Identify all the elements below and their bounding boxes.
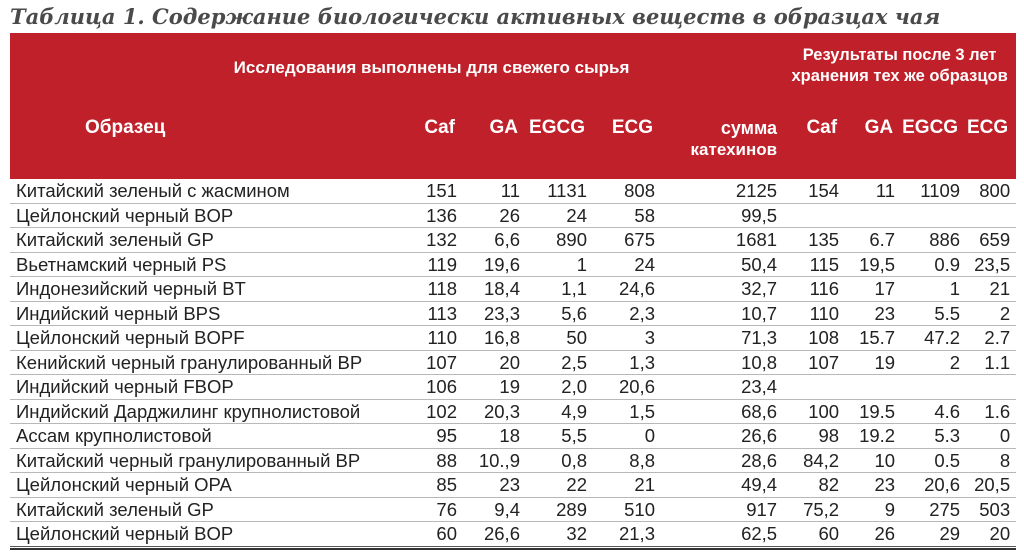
cell-ecg-after	[966, 375, 1016, 400]
cell-ecg-after: 1.1	[966, 350, 1016, 375]
cell-ecg: 3	[593, 326, 661, 351]
cell-caf-after: 108	[783, 326, 845, 351]
cell-sample-name: Индийский Дарджилинг крупнолистовой	[10, 399, 398, 424]
cell-ga-after: 9	[845, 497, 901, 522]
cell-ga: 26,6	[463, 522, 526, 547]
cell-egcg: 890	[526, 228, 593, 253]
cell-ga-after: 26	[845, 522, 901, 547]
cell-egcg: 0,8	[526, 448, 593, 473]
table-row	[10, 301, 1016, 326]
cell-egcg-after: 5.3	[901, 424, 966, 449]
cell-egcg-after: 4.6	[901, 399, 966, 424]
fresh-raw-header: Исследования выполнены для свежего сырья	[10, 33, 783, 109]
cell-catechin-sum: 99,5	[661, 203, 783, 228]
cell-ecg: 21,3	[593, 522, 661, 547]
cell-ecg-after: 21	[966, 277, 1016, 302]
cell-catechin-sum: 2125	[661, 179, 783, 203]
cell-egcg: 32	[526, 522, 593, 547]
table-body	[10, 179, 1016, 546]
cell-caf: 132	[398, 228, 463, 253]
cell-sample-name: Китайский зеленый GP	[10, 228, 398, 253]
header-column-row	[10, 109, 1016, 179]
column-header-ecg: ECG	[593, 109, 661, 179]
cell-sample-name: Ассам крупнолистовой	[10, 424, 398, 449]
cell-egcg: 4,9	[526, 399, 593, 424]
cell-ga-after: 11	[845, 179, 901, 203]
cell-egcg-after: 20,6	[901, 473, 966, 498]
table-row	[10, 252, 1016, 277]
column-header-egcg: EGCG	[526, 109, 593, 179]
cell-ga: 23	[463, 473, 526, 498]
after-storage-header-line2: хранения тех же образцов	[791, 67, 1008, 85]
cell-catechin-sum: 1681	[661, 228, 783, 253]
cell-ecg: 808	[593, 179, 661, 203]
cell-catechin-sum: 50,4	[661, 252, 783, 277]
cell-egcg: 22	[526, 473, 593, 498]
cell-egcg: 24	[526, 203, 593, 228]
column-header-ga-after: GA	[845, 109, 901, 179]
column-header-caf: Caf	[398, 109, 463, 179]
cell-ga: 19	[463, 375, 526, 400]
table-row	[10, 522, 1016, 547]
cell-caf-after: 84,2	[783, 448, 845, 473]
cell-caf-after: 110	[783, 301, 845, 326]
cell-caf-after: 107	[783, 350, 845, 375]
cell-ga: 18	[463, 424, 526, 449]
cell-caf: 60	[398, 522, 463, 547]
cell-sample-name: Цейлонский черный OPA	[10, 473, 398, 498]
cell-ecg: 8,8	[593, 448, 661, 473]
table-row	[10, 203, 1016, 228]
cell-ecg: 1,3	[593, 350, 661, 375]
cell-sample-name: Индийский черный FBOP	[10, 375, 398, 400]
cell-ecg: 58	[593, 203, 661, 228]
cell-egcg-after: 1109	[901, 179, 966, 203]
cell-ga: 20	[463, 350, 526, 375]
cell-caf: 85	[398, 473, 463, 498]
cell-ecg: 675	[593, 228, 661, 253]
table-row	[10, 473, 1016, 498]
cell-ga-after: 6.7	[845, 228, 901, 253]
table-row	[10, 375, 1016, 400]
cell-egcg: 50	[526, 326, 593, 351]
cell-catechin-sum: 49,4	[661, 473, 783, 498]
cell-egcg-after: 47.2	[901, 326, 966, 351]
cell-ecg-after: 2	[966, 301, 1016, 326]
cell-caf: 107	[398, 350, 463, 375]
cell-egcg-after: 0.9	[901, 252, 966, 277]
cell-caf-after	[783, 375, 845, 400]
table-row	[10, 399, 1016, 424]
cell-sample-name: Индийский черный BPS	[10, 301, 398, 326]
cell-egcg-after: 275	[901, 497, 966, 522]
cell-ga: 6,6	[463, 228, 526, 253]
cell-ga: 18,4	[463, 277, 526, 302]
table-row	[10, 277, 1016, 302]
cell-ecg-after	[966, 203, 1016, 228]
cell-ecg-after: 1.6	[966, 399, 1016, 424]
cell-catechin-sum: 23,4	[661, 375, 783, 400]
cell-sample-name: Цейлонский черный BOPF	[10, 326, 398, 351]
cell-ga-after: 19.5	[845, 399, 901, 424]
cell-ga: 19,6	[463, 252, 526, 277]
cell-caf: 88	[398, 448, 463, 473]
cell-egcg: 2,0	[526, 375, 593, 400]
cell-ecg: 1,5	[593, 399, 661, 424]
cell-ga-after: 19,5	[845, 252, 901, 277]
cell-egcg: 5,6	[526, 301, 593, 326]
table-row	[10, 179, 1016, 203]
after-storage-header-line1: Результаты после 3 лет	[802, 46, 997, 64]
cell-ga-after: 19.2	[845, 424, 901, 449]
cell-ecg-after: 20	[966, 522, 1016, 547]
cell-ga-after: 23	[845, 301, 901, 326]
cell-caf-after: 135	[783, 228, 845, 253]
cell-ga-after	[845, 375, 901, 400]
cell-caf-after: 154	[783, 179, 845, 203]
cell-ga: 16,8	[463, 326, 526, 351]
cell-caf: 118	[398, 277, 463, 302]
table-row	[10, 424, 1016, 449]
cell-catechin-sum: 10,7	[661, 301, 783, 326]
cell-caf: 119	[398, 252, 463, 277]
cell-sample-name: Индонезийский черный BT	[10, 277, 398, 302]
table-row	[10, 350, 1016, 375]
cell-sample-name: Вьетнамский черный PS	[10, 252, 398, 277]
cell-ga: 10.,9	[463, 448, 526, 473]
cell-egcg-after: 5.5	[901, 301, 966, 326]
cell-catechin-sum: 10,8	[661, 350, 783, 375]
cell-ecg-after: 23,5	[966, 252, 1016, 277]
cell-caf-after: 60	[783, 522, 845, 547]
cell-egcg: 1,1	[526, 277, 593, 302]
cell-catechin-sum: 68,6	[661, 399, 783, 424]
table-row	[10, 497, 1016, 522]
cell-caf-after: 116	[783, 277, 845, 302]
cell-sample-name: Китайский черный гранулированный BP	[10, 448, 398, 473]
cell-egcg-after	[901, 203, 966, 228]
cell-ga: 11	[463, 179, 526, 203]
column-header-egcg-after: EGCG	[901, 109, 966, 179]
column-header-sum-line2: катехинов	[690, 140, 778, 159]
cell-ga: 26	[463, 203, 526, 228]
cell-catechin-sum: 62,5	[661, 522, 783, 547]
cell-ecg-after: 659	[966, 228, 1016, 253]
cell-egcg-after: 886	[901, 228, 966, 253]
cell-egcg-after	[901, 375, 966, 400]
column-header-catechin-sum	[661, 109, 783, 179]
cell-ecg: 24	[593, 252, 661, 277]
cell-catechin-sum: 71,3	[661, 326, 783, 351]
cell-ga: 20,3	[463, 399, 526, 424]
cell-sample-name: Китайский зеленый GP	[10, 497, 398, 522]
cell-caf: 95	[398, 424, 463, 449]
table-row	[10, 228, 1016, 253]
cell-caf-after: 100	[783, 399, 845, 424]
cell-egcg: 1131	[526, 179, 593, 203]
column-header-caf-after: Caf	[783, 109, 845, 179]
cell-ga-after: 10	[845, 448, 901, 473]
cell-ecg-after: 2.7	[966, 326, 1016, 351]
cell-ga-after: 23	[845, 473, 901, 498]
cell-ecg: 21	[593, 473, 661, 498]
table-row	[10, 326, 1016, 351]
cell-egcg: 5,5	[526, 424, 593, 449]
cell-ecg: 510	[593, 497, 661, 522]
cell-sample-name: Цейлонский черный BOP	[10, 522, 398, 547]
cell-caf: 76	[398, 497, 463, 522]
cell-ecg: 24,6	[593, 277, 661, 302]
tea-compounds-table	[10, 33, 1016, 547]
cell-egcg: 1	[526, 252, 593, 277]
cell-ecg-after: 503	[966, 497, 1016, 522]
cell-ecg-after: 800	[966, 179, 1016, 203]
cell-catechin-sum: 28,6	[661, 448, 783, 473]
cell-sample-name: Кенийский черный гранулированный BP	[10, 350, 398, 375]
cell-caf-after: 98	[783, 424, 845, 449]
cell-sample-name: Китайский зеленый с жасмином	[10, 179, 398, 203]
cell-ecg: 0	[593, 424, 661, 449]
cell-ga-after: 15.7	[845, 326, 901, 351]
cell-sample-name: Цейлонский черный BOP	[10, 203, 398, 228]
cell-ecg-after: 8	[966, 448, 1016, 473]
cell-egcg-after: 29	[901, 522, 966, 547]
cell-ecg-after: 0	[966, 424, 1016, 449]
cell-ga-after: 17	[845, 277, 901, 302]
cell-ga-after	[845, 203, 901, 228]
cell-ga: 9,4	[463, 497, 526, 522]
cell-caf: 151	[398, 179, 463, 203]
cell-caf-after: 115	[783, 252, 845, 277]
cell-egcg: 289	[526, 497, 593, 522]
cell-egcg-after: 0.5	[901, 448, 966, 473]
cell-ga: 23,3	[463, 301, 526, 326]
cell-catechin-sum: 26,6	[661, 424, 783, 449]
cell-catechin-sum: 917	[661, 497, 783, 522]
cell-caf: 113	[398, 301, 463, 326]
column-header-sample: Образец	[10, 109, 398, 179]
cell-ecg-after: 20,5	[966, 473, 1016, 498]
cell-caf-after	[783, 203, 845, 228]
after-storage-header	[783, 33, 1016, 109]
cell-caf: 136	[398, 203, 463, 228]
cell-egcg-after: 2	[901, 350, 966, 375]
data-table-container	[10, 33, 1016, 547]
table-caption: Таблица 1. Содержание биологически активных веществ в образцах чая	[10, 4, 941, 29]
table-bottom-rule	[10, 548, 1016, 550]
column-header-ga: GA	[463, 109, 526, 179]
cell-caf: 102	[398, 399, 463, 424]
cell-egcg: 2,5	[526, 350, 593, 375]
cell-caf-after: 82	[783, 473, 845, 498]
table-header	[10, 33, 1016, 179]
column-header-sum-line1: сумма	[720, 118, 778, 138]
column-header-ecg-after: ECG	[966, 109, 1016, 179]
cell-ecg: 2,3	[593, 301, 661, 326]
cell-catechin-sum: 32,7	[661, 277, 783, 302]
cell-caf: 110	[398, 326, 463, 351]
cell-caf-after: 75,2	[783, 497, 845, 522]
cell-caf: 106	[398, 375, 463, 400]
header-group-row	[10, 33, 1016, 109]
table-row	[10, 448, 1016, 473]
cell-ga-after: 19	[845, 350, 901, 375]
cell-ecg: 20,6	[593, 375, 661, 400]
cell-egcg-after: 1	[901, 277, 966, 302]
